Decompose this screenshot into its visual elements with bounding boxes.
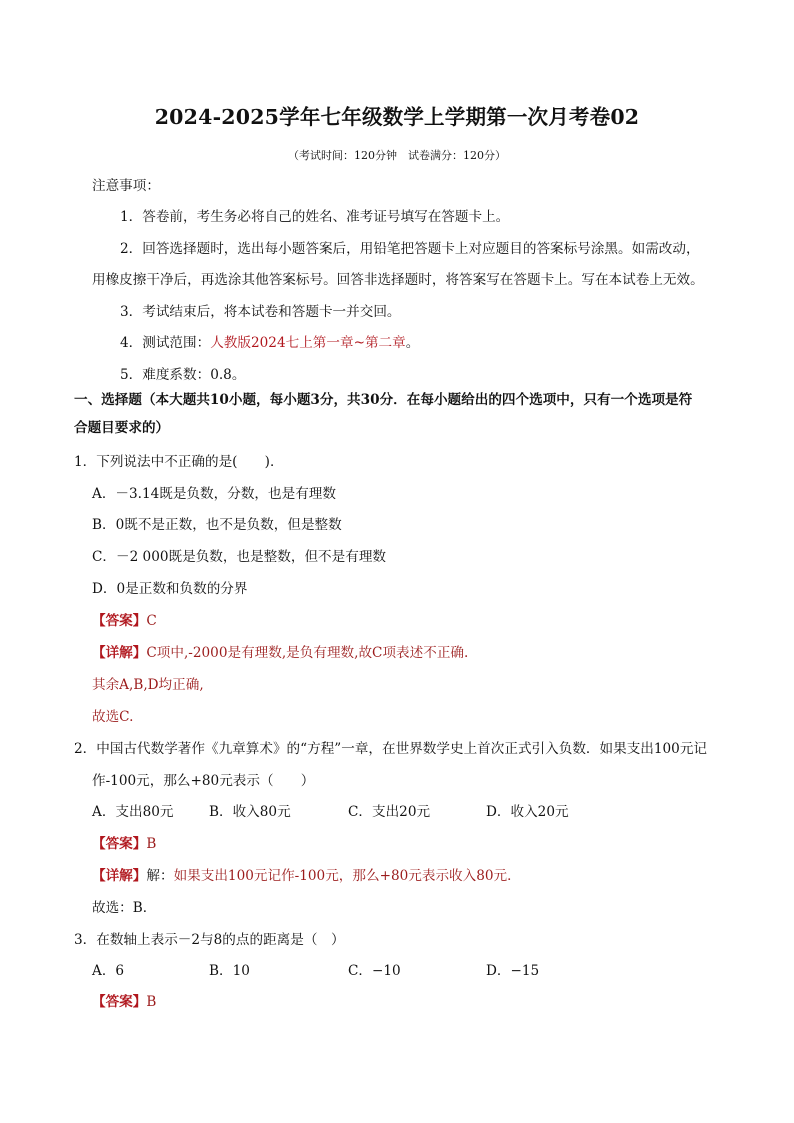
q2-option-b: B．收入80元 xyxy=(209,804,291,820)
q1-conclusion: 故选C. xyxy=(92,709,134,725)
q3-answer-value: B xyxy=(146,994,157,1010)
note-2-line1: 2．回答选择题时，选出每小题答案后，用铅笔把答题卡上对应题目的答案标号涂黑。如需改动， xyxy=(120,241,700,257)
q3-option-c: C．−10 xyxy=(348,963,401,979)
q2-option-c: C．支出20元 xyxy=(348,804,431,820)
q2-option-d: D．收入20元 xyxy=(486,804,569,820)
note-4-suffix: 。 xyxy=(405,335,420,351)
note-5: 5．难度系数：0.8。 xyxy=(120,367,246,383)
q1-answer-tag: 【答案】 xyxy=(92,613,147,629)
q1-answer-value: C xyxy=(146,613,157,629)
note-4-scope: 人教版2024七上第一章~第二章 xyxy=(210,335,406,351)
q2-conclusion: 故选：B． xyxy=(92,900,157,916)
q2-answer-value: B xyxy=(146,836,157,852)
q2-detail-prefix: 解： xyxy=(146,868,174,884)
q1-stem: 1．下列说法中不正确的是( )． xyxy=(74,454,284,470)
section-1-heading-line1: 一、选择题（本大题共10小题，每小题3分，共30分．在每小题给出的四个选项中，只有一个选项是符 xyxy=(74,392,693,408)
q3-option-b: B．10 xyxy=(209,963,250,979)
q2-stem-line2: 作-100元，那么+80元表示（ ） xyxy=(92,773,315,789)
section-1-heading-line2: 合题目要求的） xyxy=(74,420,170,436)
q1-detail-text: C项中,-2000是有理数,是负有理数,故C项表述不正确. xyxy=(146,645,469,661)
q3-stem: 3．在数轴上表示－2与8的点的距离是（ ） xyxy=(74,932,345,948)
q2-detail-tag: 【详解】 xyxy=(92,868,147,884)
q1-option-b: B．0既不是正数，也不是负数，但是整数 xyxy=(92,517,342,533)
q3-answer xyxy=(92,992,156,1012)
q2-stem-line1: 2．中国古代数学著作《九章算术》的“方程”一章，在世界数学史上首次正式引入负数．如果支出100元记 xyxy=(74,741,708,757)
q1-detail xyxy=(92,643,468,663)
exam-subtitle: （考试时间：120分钟 试卷满分：120分） xyxy=(288,149,506,162)
note-4 xyxy=(120,333,419,353)
q1-answer xyxy=(92,611,157,631)
q2-answer xyxy=(92,834,156,854)
q3-option-a: A．6 xyxy=(92,963,125,979)
note-1: 1．答卷前，考生务必将自己的姓名、准考证号填写在答题卡上。 xyxy=(120,209,510,225)
q2-answer-tag: 【答案】 xyxy=(92,836,147,852)
q3-answer-tag: 【答案】 xyxy=(92,994,147,1010)
q2-detail-text: 如果支出100元记作-100元，那么+80元表示收入80元． xyxy=(173,868,521,884)
note-4-prefix: 4．测试范围： xyxy=(120,335,211,351)
q1-option-a: A．－3.14既是负数，分数，也是有理数 xyxy=(92,486,336,502)
q1-detail-tag: 【详解】 xyxy=(92,645,147,661)
notes-heading: 注意事项： xyxy=(92,178,160,194)
q1-detail-2: 其余A,B,D均正确, xyxy=(92,677,204,693)
note-3: 3．考试结束后，将本试卷和答题卡一并交回。 xyxy=(120,304,401,320)
q2-detail xyxy=(92,866,521,886)
q3-option-d: D．−15 xyxy=(486,963,540,979)
q1-option-d: D．0是正数和负数的分界 xyxy=(92,581,248,597)
q1-option-c: C．－2 000既是负数，也是整数，但不是有理数 xyxy=(92,549,387,565)
exam-title: 2024-2025学年七年级数学上学期第一次月考卷02 xyxy=(154,105,640,129)
q2-option-a: A．支出80元 xyxy=(92,804,174,820)
note-2-line2: 用橡皮擦干净后，再选涂其他答案标号。回答非选择题时，将答案写在答题卡上。写在本试卷上无效。 xyxy=(92,272,704,288)
